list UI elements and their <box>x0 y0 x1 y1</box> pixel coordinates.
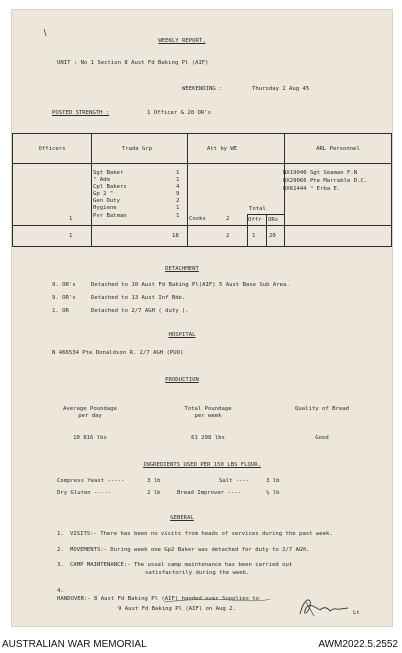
total-trade: 18 <box>172 233 179 239</box>
production-col1-line1: Average Poundage <box>63 406 117 412</box>
detachment-who: 1. OR <box>52 308 69 314</box>
table-cell: 2 <box>176 198 180 204</box>
table-cell: 9 <box>176 191 180 197</box>
production-col3: Quality of Bread <box>295 406 349 412</box>
signature-rank: Lt <box>353 610 360 616</box>
cooks-label: Cooks <box>189 216 206 222</box>
hospital-heading: HOSPITAL <box>168 332 196 338</box>
table-cell: 1 <box>176 205 180 211</box>
general-item-movements: MOVEMENTS:- During week one Gp2 Baker was detached for duty to 2/7 AGH. <box>70 547 310 553</box>
table-row: Cpl Bakers <box>93 184 127 190</box>
table-row: Pvr Batman <box>93 213 127 219</box>
report-title: WEEKLY REPORT. <box>158 38 206 44</box>
total-officers: 1 <box>69 233 73 239</box>
officers-value: 1 <box>69 216 73 222</box>
table-row: Gen Duty <box>93 198 120 204</box>
general-item-visits: VISITS:- There has been no visits from heads of services during the past week. <box>70 531 333 537</box>
general-num: 3. <box>57 562 64 568</box>
production-col2-line2: per week <box>194 413 222 419</box>
table-cell: 4 <box>176 184 180 190</box>
general-item-handover-line2: 9 Aust Fd Baking Pl (AIF) on Aug 2. <box>118 606 236 612</box>
general-num: 1. <box>57 531 64 537</box>
production-val1: 10 816 lbs <box>73 435 107 441</box>
ingredient-qty: 3 lb <box>147 478 161 484</box>
hospital-text: N 466534 Pte Donaldson R. 2/7 AGH (PUO) <box>52 350 184 356</box>
general-num: 4. <box>57 588 64 594</box>
ingredient-name: Compress Yeast ----- <box>57 478 125 484</box>
detachment-text: Detached to 2/7 AGH ( duty ). <box>91 308 189 314</box>
arl-person: NX19046 Sgt Seaman F.N <box>283 170 358 176</box>
detachment-text: Detached to 13 Aust Inf Bde. <box>91 295 186 301</box>
unit-line: UNIT : No 1 Section 8 Aust Fd Baking Pl (AIF) <box>57 60 209 66</box>
detachment-text: Detached to 10 Aust Fd Baking Pl(AIF) 5 Aust Base Sub Area. <box>91 282 290 288</box>
archive-footer <box>0 636 402 653</box>
cooks-value: 2 <box>226 216 230 222</box>
ingredient-qty: 2 lb <box>147 490 161 496</box>
table-cell: 1 <box>176 177 180 183</box>
ingredient-name: Bread Improver ---- <box>177 490 241 496</box>
ingredient-qty: ½ lb <box>266 490 280 496</box>
table-row: Gp 2 " <box>93 191 114 197</box>
stray-mark-icon <box>42 28 48 38</box>
report-page <box>12 10 392 626</box>
col-header-officers: Officers <box>38 146 66 152</box>
offr-label: Offr <box>248 217 262 223</box>
strength-value: 1 Officer & 20 OR's <box>147 110 211 116</box>
period-value: Thursday 2 Aug 45 <box>252 86 310 92</box>
detachment-heading: DETACHMENT <box>165 266 199 272</box>
total-att: 2 <box>226 233 230 239</box>
general-num: 2. <box>57 547 64 553</box>
production-val2: 61 298 lbs <box>191 435 225 441</box>
production-val3: Good <box>315 435 329 441</box>
table-row: Sgt Baker <box>93 170 124 176</box>
table-row: " Adm <box>93 177 110 183</box>
footer-institution: AUSTRALIAN WAR MEMORIAL <box>2 639 147 650</box>
arl-person: QX61444 " Erba E. <box>283 186 341 192</box>
signature-icon <box>294 594 354 622</box>
detachment-who: 9. OR's <box>52 295 76 301</box>
col-header-att: Att by WE <box>206 146 238 152</box>
ingredient-name: Salt ---- <box>219 478 250 484</box>
pencil-strike-mark <box>162 596 272 606</box>
col-header-arl: ARL Personnel <box>316 146 360 152</box>
general-item-camp-line1: CAMP MAINTENANCE:- The usual camp maintenance has been carried out <box>70 562 293 568</box>
ingredient-qty: 3 lb <box>266 478 280 484</box>
ors-label: ORs <box>268 217 279 223</box>
detachment-who: 9. OR's <box>52 282 76 288</box>
arl-person: QX29066 Pte Marrable D.C. <box>283 178 368 184</box>
table-cell: 1 <box>176 170 180 176</box>
general-item-camp-line2: satisfactorily during the week. <box>145 570 250 576</box>
total-label: Total <box>249 206 266 212</box>
general-heading: GENERAL <box>170 515 194 521</box>
production-col1-line2: per day <box>78 413 102 419</box>
total-ors: 20 <box>269 233 276 239</box>
ingredients-heading: INGREDIENTS USED PER 150 LBS FLOUR. <box>143 462 261 468</box>
table-cell: 1 <box>176 213 180 219</box>
production-col2-line1: Total Poundage <box>184 406 232 412</box>
strength-label: POSTED STRENGTH : <box>52 110 110 116</box>
table-row: Hygiene <box>93 205 117 211</box>
footer-accession: AWM2022.5.2552 <box>318 639 398 650</box>
ingredient-name: Dry Gluten ----- <box>57 490 111 496</box>
period-label: WEEKENDING : <box>182 86 223 92</box>
col-header-trade: Trade Grp <box>121 146 153 152</box>
general-item-handover-line1: HANDOVER:- 8 Aust Fd Baking Pl (AIF) handed over Supplies to <box>57 596 260 602</box>
total-offr: 1 <box>252 233 256 239</box>
production-heading: PRODUCTION <box>165 377 199 383</box>
